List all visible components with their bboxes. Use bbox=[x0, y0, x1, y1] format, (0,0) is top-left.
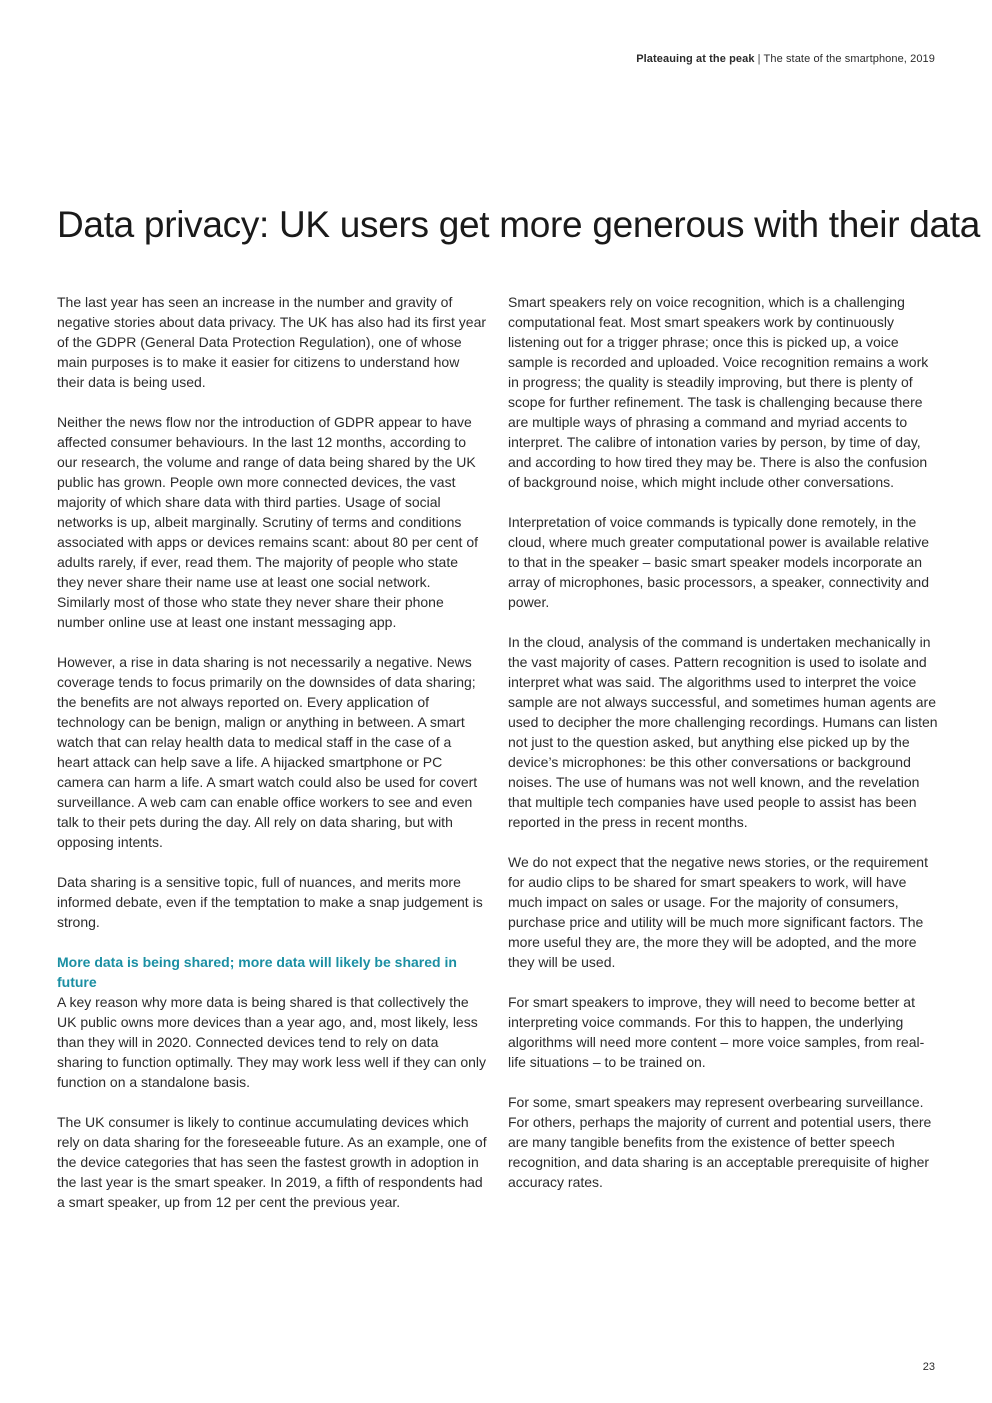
right-column bbox=[508, 292, 938, 1192]
right-paragraph-3: In the cloud, analysis of the command is undertaken mechanically in the vast majority of cases. Pattern recognition is used to isolate and interpret what was said. The algorithms used to interpret the voice sample are not always successful, and sometimes human agents are used to decipher the more challenging recordings. Humans can listen not just to the question asked, but anything else picked up by the device’s microphones: be this other conversations or background noises. The use of humans was not well known, and the revelation that multiple tech companies have used people to assist has been reported in the press in recent months. bbox=[508, 634, 938, 830]
left-paragraph-1: The last year has seen an increase in the number and gravity of negative stories about data privacy. The UK has also had its first year of the GDPR (General Data Protection Regulation), one of whose main purposes is to make it easier for citizens to understand how their data is being used. bbox=[57, 294, 487, 390]
right-paragraph-6: For some, smart speakers may represent overbearing surveillance. For others, perhaps the majority of current and potential users, there are many tangible benefits from the existence of better speech recognition, and data sharing is an acceptable prerequisite of higher accuracy rates. bbox=[508, 1094, 932, 1190]
right-paragraph-2: Interpretation of voice commands is typically done remotely, in the cloud, where much greater computational power is available relative to that in the speaker – basic smart speaker models incorporate an array of microphones, basic processors, a speaker, connectivity and power. bbox=[508, 514, 929, 610]
left-paragraph-3: However, a rise in data sharing is not necessarily a negative. News coverage tends to focus primarily on the downsides of data sharing; the benefits are not always reported on. Every application of technology can be benign, malign or anything in between. A smart watch that can relay health data to medical staff in the case of a heart attack can help save a life. A hijacked smartphone or PC camera can harm a life. A smart watch could also be used for covert surveillance. A web cam can enable office workers to see and even talk to their pets during the day. All rely on data sharing, but with opposing intents. bbox=[57, 654, 478, 850]
right-paragraph-1: Smart speakers rely on voice recognition, which is a challenging computational feat. Most smart speakers work by continuously listening out for a trigger phrase; once this is picked up, a voice sample is recorded and uploaded. Voice recognition remains a work in progress; the quality is steadily improving, but there is plenty of scope for further refinement. The task is challenging because there are multiple ways of phrasing a command and myriad accents to interpret. The calibre of intonation varies by person, by time of day, and according to how tired they may be. There is also the confusion of background noise, which might include other conversations. bbox=[508, 294, 929, 490]
left-paragraph-6: The UK consumer is likely to continue accumulating devices which rely on data sharing for the foreseeable future. As an example, one of the device categories that has seen the fastest growth in adoption in the last year is the smart speaker. In 2019, a fifth of respondents had a smart speaker, up from 12 per cent the previous year. bbox=[57, 1114, 487, 1210]
left-paragraph-4: Data sharing is a sensitive topic, full of nuances, and merits more informed debate, even if the temptation to make a snap judgement is strong. bbox=[57, 874, 483, 930]
header-separator: | bbox=[757, 53, 761, 65]
header-report-title: The state of the smartphone, 2019 bbox=[763, 53, 935, 65]
left-paragraph-5: A key reason why more data is being shared is that collectively the UK public owns more devices than a year ago, and, most likely, less than they will in 2020. Connected devices tend to rely on data sharing to function optimally. They may work less well if they can only function on a standalone basis. bbox=[57, 994, 487, 1090]
section-subheading: More data is being shared; more data will likely be shared in future bbox=[57, 954, 457, 990]
left-column bbox=[57, 292, 487, 1212]
header-section-title: Plateauing at the peak bbox=[636, 53, 755, 65]
right-paragraph-4: We do not expect that the negative news stories, or the requirement for audio clips to be shared for smart speakers to work, will have much impact on sales or usage. For the majority of consumers, purchase price and utility will be much more significant factors. The more useful they are, the more they will be adopted, and the more they will be used. bbox=[508, 854, 928, 970]
running-header bbox=[636, 53, 935, 65]
page-number: 23 bbox=[922, 1361, 935, 1373]
left-paragraph-2: Neither the news flow nor the introduction of GDPR appear to have affected consumer behaviours. In the last 12 months, according to our research, the volume and range of data being shared by the UK public has grown. People own more connected devices, the vast majority of which share data with third parties. Usage of social networks is up, albeit marginally. Scrutiny of terms and conditions associated with apps or devices remains scant: about 80 per cent of adults rarely, if ever, read them. The majority of people who state they never share their name use at least one social network. Similarly most of those who state they never share their phone number online use at least one instant messaging app. bbox=[57, 414, 479, 630]
right-paragraph-5: For smart speakers to improve, they will need to become better at interpreting voice commands. For this to happen, the underlying algorithms will need more content – more voice samples, from real-life situations – to be trained on. bbox=[508, 994, 925, 1070]
page-title: Data privacy: UK users get more generous with their data bbox=[57, 204, 981, 245]
